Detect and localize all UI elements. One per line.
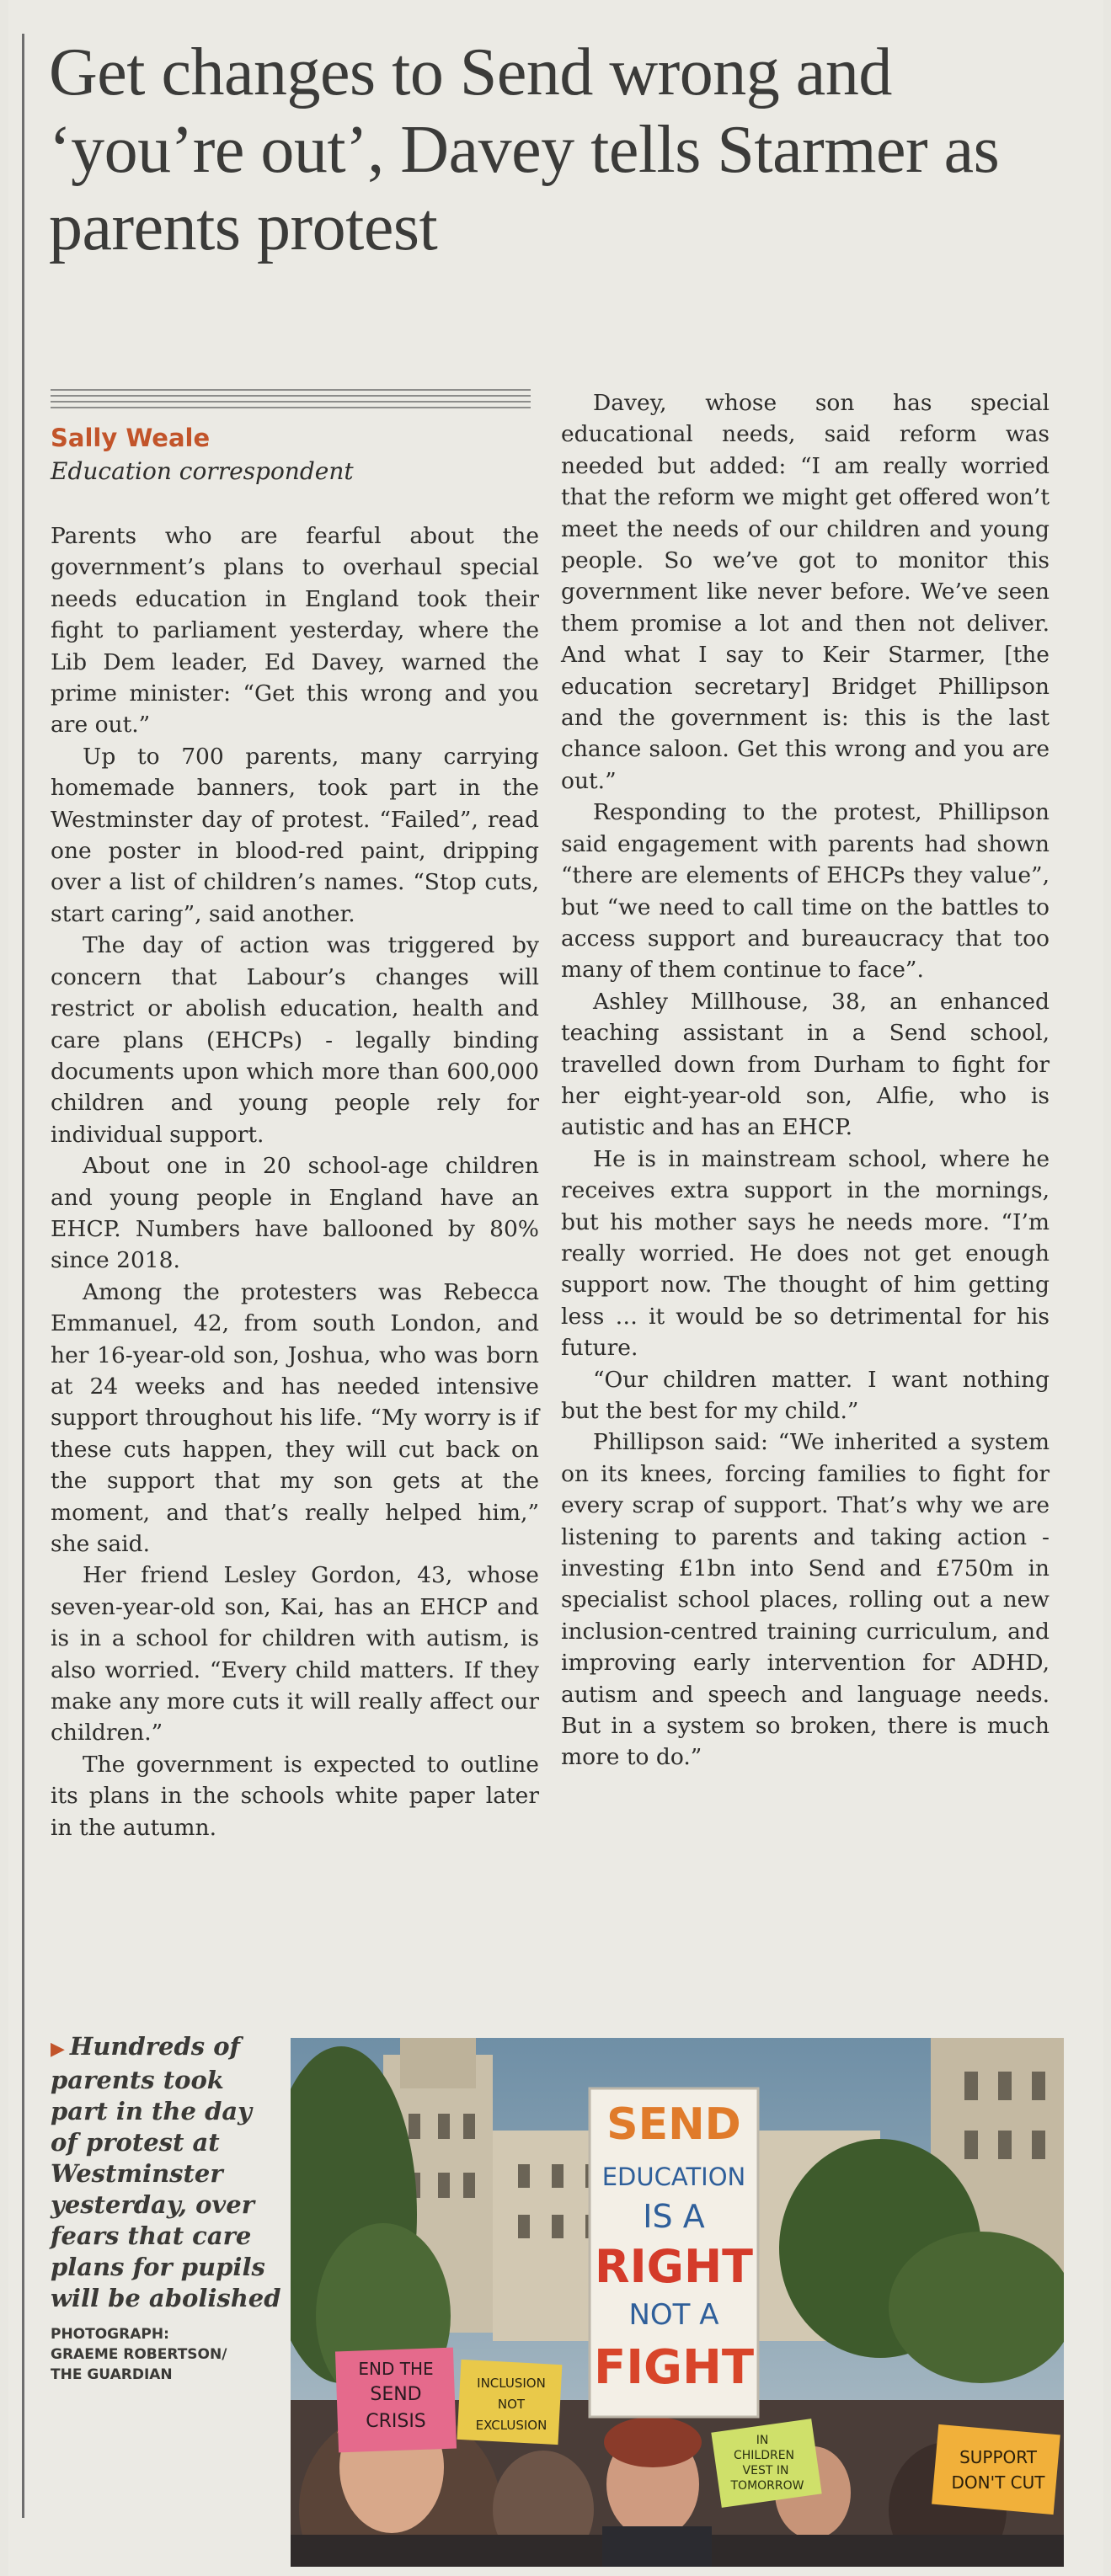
protest-photo — [291, 2038, 1064, 2567]
sign-text: SEND — [370, 2384, 422, 2405]
sign-text: EXCLUSION — [475, 2418, 547, 2433]
sign-text: FIGHT — [593, 2340, 755, 2395]
photo-caption — [51, 2031, 286, 2385]
byline — [51, 421, 539, 488]
paragraph: “Our children matter. I want nothing but the best for my child.” — [561, 1366, 1050, 1424]
caption-body: Hundreds of parents took part in the day of protest at Westminster yesterday, over fears that care plans for pupils will be abolished — [51, 2032, 281, 2312]
paragraph: Her friend Lesley Gordon, 43, whose seven-year-old son, Kai, has an EHCP and is in a school for children with autism, is also worried. “Every child matters. If they make any more cuts it will really affect our children.” — [51, 1562, 539, 1747]
sign-text: INCLUSION — [477, 2376, 546, 2391]
sign-text: CHILDREN — [733, 2449, 795, 2462]
paragraph: Up to 700 parents, many carrying homemade banners, took part in the Westminster day of protest. “Failed”, read one poster in blood-red paint, dripping over a list of children’s names. “Stop cuts, start caring”, said another. — [51, 743, 539, 927]
caption-arrow-icon: ▶ — [51, 2038, 65, 2060]
paragraph: The government is expected to outline its plans in the schools white paper later in the autumn. — [51, 1751, 539, 1841]
paragraph: About one in 20 school-age children and young people in England have an EHCP. Numbers have ballooned by 80% since 2018. — [51, 1153, 539, 1274]
sign-text: RIGHT — [594, 2240, 754, 2293]
sign-text: TOMORROW — [730, 2479, 804, 2493]
sign-text: DON'T CUT — [951, 2472, 1045, 2493]
byline-rules — [51, 389, 531, 409]
author-role: Education correspondent — [51, 457, 354, 485]
support-dont-cut-sign — [932, 2424, 1060, 2515]
sign-text: CRISIS — [366, 2411, 426, 2432]
column-edge-rule — [22, 34, 24, 2518]
sign-text: VEST IN — [742, 2464, 789, 2477]
caption-text — [51, 2031, 286, 2314]
credit-line: GRAEME ROBERTSON/ — [51, 2346, 227, 2363]
invest-in-children-sign — [711, 2419, 821, 2508]
photo-credit — [51, 2324, 286, 2385]
sign-text: SEND — [606, 2099, 741, 2150]
sign-text: END THE — [358, 2359, 434, 2379]
article-column-2 — [561, 387, 1050, 1773]
credit-line: PHOTOGRAPH: — [51, 2326, 169, 2343]
inclusion-sign — [457, 2360, 563, 2445]
paragraph: Ashley Millhouse, 38, an enhanced teaching assistant in a Send school, travelled down from Durham to fight for her eight-year-old son, Alfie, who is autistic and has an EHCP. — [561, 988, 1050, 1141]
sign-text: EDUCATION — [601, 2163, 746, 2191]
article-column-1 — [51, 520, 539, 1843]
sign-text: NOT A — [628, 2298, 719, 2332]
main-protest-sign — [590, 2088, 758, 2417]
headline: Get changes to Send wrong and ‘you’re out’, Davey tells Starmer as parents protest — [49, 35, 1000, 264]
sign-text: IS A — [643, 2198, 705, 2235]
author-name: Sally Weale — [51, 424, 211, 452]
sign-text: SUPPORT — [959, 2447, 1037, 2467]
paragraph: Responding to the protest, Phillipson said engagement with parents had shown “there are elements of EHCPs they value”, but “we need to call time on the battles to access support and bureaucracy that too many of them continue to face”. — [561, 799, 1050, 984]
protest-photo-illustration — [291, 2038, 1064, 2567]
credit-line: THE GUARDIAN — [51, 2366, 173, 2383]
paragraph: Phillipson said: “We inherited a system on its knees, forcing families to fight for every scrap of support. That’s why we are listening to parents and taking action - investing £1bn into Send and £750m in specialist school places, rolling out a new inclusion-centred training curriculum, and improving early intervention for ADHD, autism and speech and language needs. But in a system so broken, there is much more to do.” — [561, 1429, 1050, 1771]
paragraph: The day of action was triggered by concern that Labour’s changes will restrict or abolish education, health and care plans (EHCPs) - legally binding documents upon which more than 600,000 children and young people rely for individual support. — [51, 932, 539, 1148]
paragraph: He is in mainstream school, where he receives extra support in the mornings, but his mother says he needs more. “I’m really worried. He does not get enough support now. The thought of him getting less … it would be so detrimental for his future. — [561, 1145, 1050, 1362]
paragraph: Davey, whose son has special educational needs, said reform was needed but added: “I am really worried that the reform we might get offered won’t meet the needs of our children and young people. So we’ve got to monitor this government like never before. We’ve seen them promise a lot and then not deliver. And what I say to Keir Starmer, [the education secretary] Bridget Phillipson and the government is: this is the last chance saloon. Get this wrong and you are out.” — [561, 390, 1050, 794]
paragraph: Among the protesters was Rebecca Emmanuel, 42, from south London, and her 16-year-old son, Joshua, who was born at 24 weeks and has needed intensive support throughout his life. “My worry is if these cuts happen, they will cut back on the support that my son gets at the moment, and that’s really helped him,” she said. — [51, 1278, 539, 1557]
paragraph: Parents who are fearful about the government’s plans to overhaul special needs education in England took their fight to parliament yesterday, where the Lib Dem leader, Ed Davey, warned the prime minister: “Get this wrong and you are out.” — [51, 523, 539, 739]
sign-text: IN — [756, 2434, 769, 2447]
end-send-crisis-sign — [335, 2348, 457, 2453]
sign-text: NOT — [497, 2397, 526, 2412]
